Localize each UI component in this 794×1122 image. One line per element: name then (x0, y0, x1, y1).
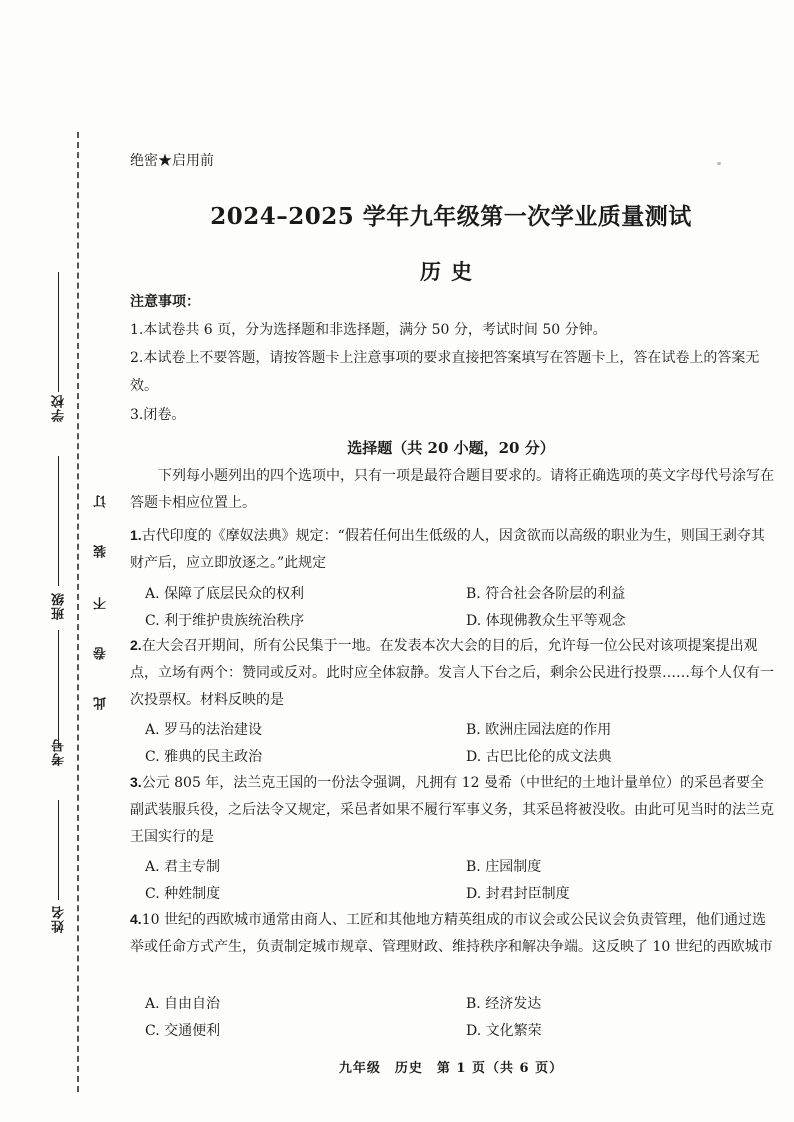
question-stem: 公元 805 年，法兰克王国的一份法令强调，凡拥有 12 曼希（中世纪的土地计量单位）的采邑者要全副武装服兵役，之后法令又规定，采邑者如果不履行军事义务，其采邑将被没收。由此可见当时的法兰克王国实行的是 (130, 775, 774, 845)
option-b: B. 符合社会各阶层的利益 (466, 586, 626, 602)
binding-dashed-line (77, 132, 79, 1092)
option-a: A. 自由自治 (145, 996, 221, 1012)
question-stem: 10 世纪的西欧城市通常由商人、工匠和其他地方精英组成的市议会或公民议会负责管理，他们通过选举或任命方式产生，负责制定城市规章、管理财政、维持秩序和解决争端。这反映了 10 世纪的西欧城市 (130, 912, 773, 955)
option-d: D. 古巴比伦的成文法典 (466, 749, 612, 765)
scan-mark (717, 162, 721, 165)
option-a: A. 罗马的法治建设 (145, 722, 263, 738)
option-b: B. 经济发达 (466, 996, 542, 1012)
option-a: A. 君主专制 (145, 859, 221, 875)
option-b: B. 庄园制度 (466, 859, 542, 875)
class-label: 班级 (52, 592, 67, 620)
section-instruction: 下列每小题列出的四个选项中，只有一项是最符合题目要求的。请将正确选项的英文字母代号涂写在答题卡相应位置上。 (130, 468, 774, 511)
school-line (58, 272, 59, 392)
question-stem: 古代印度的《摩奴法典》规定：“假若任何出生低级的人，因贪欲而以高级的职业为生，则国王剥夺其财产后，应立即放逐之。”此规定 (130, 528, 765, 571)
question-1 (130, 522, 775, 577)
notes-heading: 注意事项： (130, 294, 200, 310)
question-number: 3. (130, 774, 142, 790)
option-c: C. 雅典的民主政治 (145, 749, 263, 765)
option-a: A. 保障了底层民众的权利 (145, 586, 305, 602)
note-item: 2.本试卷上不要答题，请按答题卡上注意事项的要求直接把答案填写在答题卡上，答在试卷上的答案无效。 (130, 350, 760, 394)
seal-char: 订 (94, 495, 109, 508)
page-footer: 九年级 历史 第 1 页（共 6 页） (338, 1061, 564, 1076)
seal-char: 不 (94, 597, 109, 610)
section-title: 选择题（共 20 小题，20 分） (347, 439, 555, 457)
question-number: 4. (130, 911, 142, 927)
exam-no-line (58, 630, 59, 748)
exam-no-label: 考号 (52, 738, 67, 766)
question-number: 1. (130, 527, 142, 543)
name-line (58, 800, 59, 900)
subject-title: 历史 (420, 259, 482, 284)
question-number: 2. (130, 637, 142, 653)
question-3 (130, 769, 775, 851)
option-d: D. 文化繁荣 (466, 1023, 542, 1039)
class-line (58, 456, 59, 586)
confidential-label: 绝密★启用前 (130, 153, 214, 169)
option-d: D. 封君封臣制度 (466, 886, 570, 902)
seal-char: 卷 (94, 647, 109, 660)
seal-char: 装 (94, 545, 109, 558)
question-2 (130, 632, 775, 714)
question-4 (130, 906, 775, 961)
school-label: 学校 (52, 394, 67, 422)
note-item: 1.本试卷共 6 页，分为选择题和非选择题，满分 50 分，考试时间 50 分钟。 (130, 322, 607, 338)
option-c: C. 交通便利 (145, 1023, 221, 1039)
note-item: 3.闭卷。 (130, 407, 186, 423)
question-stem: 在大会召开期间，所有公民集于一地。在发表本次大会的目的后，允许每一位公民对该项提案提出观点，立场有两个：赞同或反对。此时应全体寂静。发言人下台之后，剩余公民进行投票……每个人仅有一次投票权。材料反映的是 (130, 638, 774, 708)
seal-char: 此 (94, 697, 109, 710)
exam-title: 2024–2025 学年九年级第一次学业质量测试 (210, 203, 692, 230)
name-label: 姓名 (52, 905, 67, 933)
option-c: C. 种姓制度 (145, 886, 221, 902)
option-c: C. 利于维护贵族统治秩序 (145, 613, 305, 629)
option-b: B. 欧洲庄园法庭的作用 (466, 722, 612, 738)
option-d: D. 体现佛教众生平等观念 (466, 613, 626, 629)
